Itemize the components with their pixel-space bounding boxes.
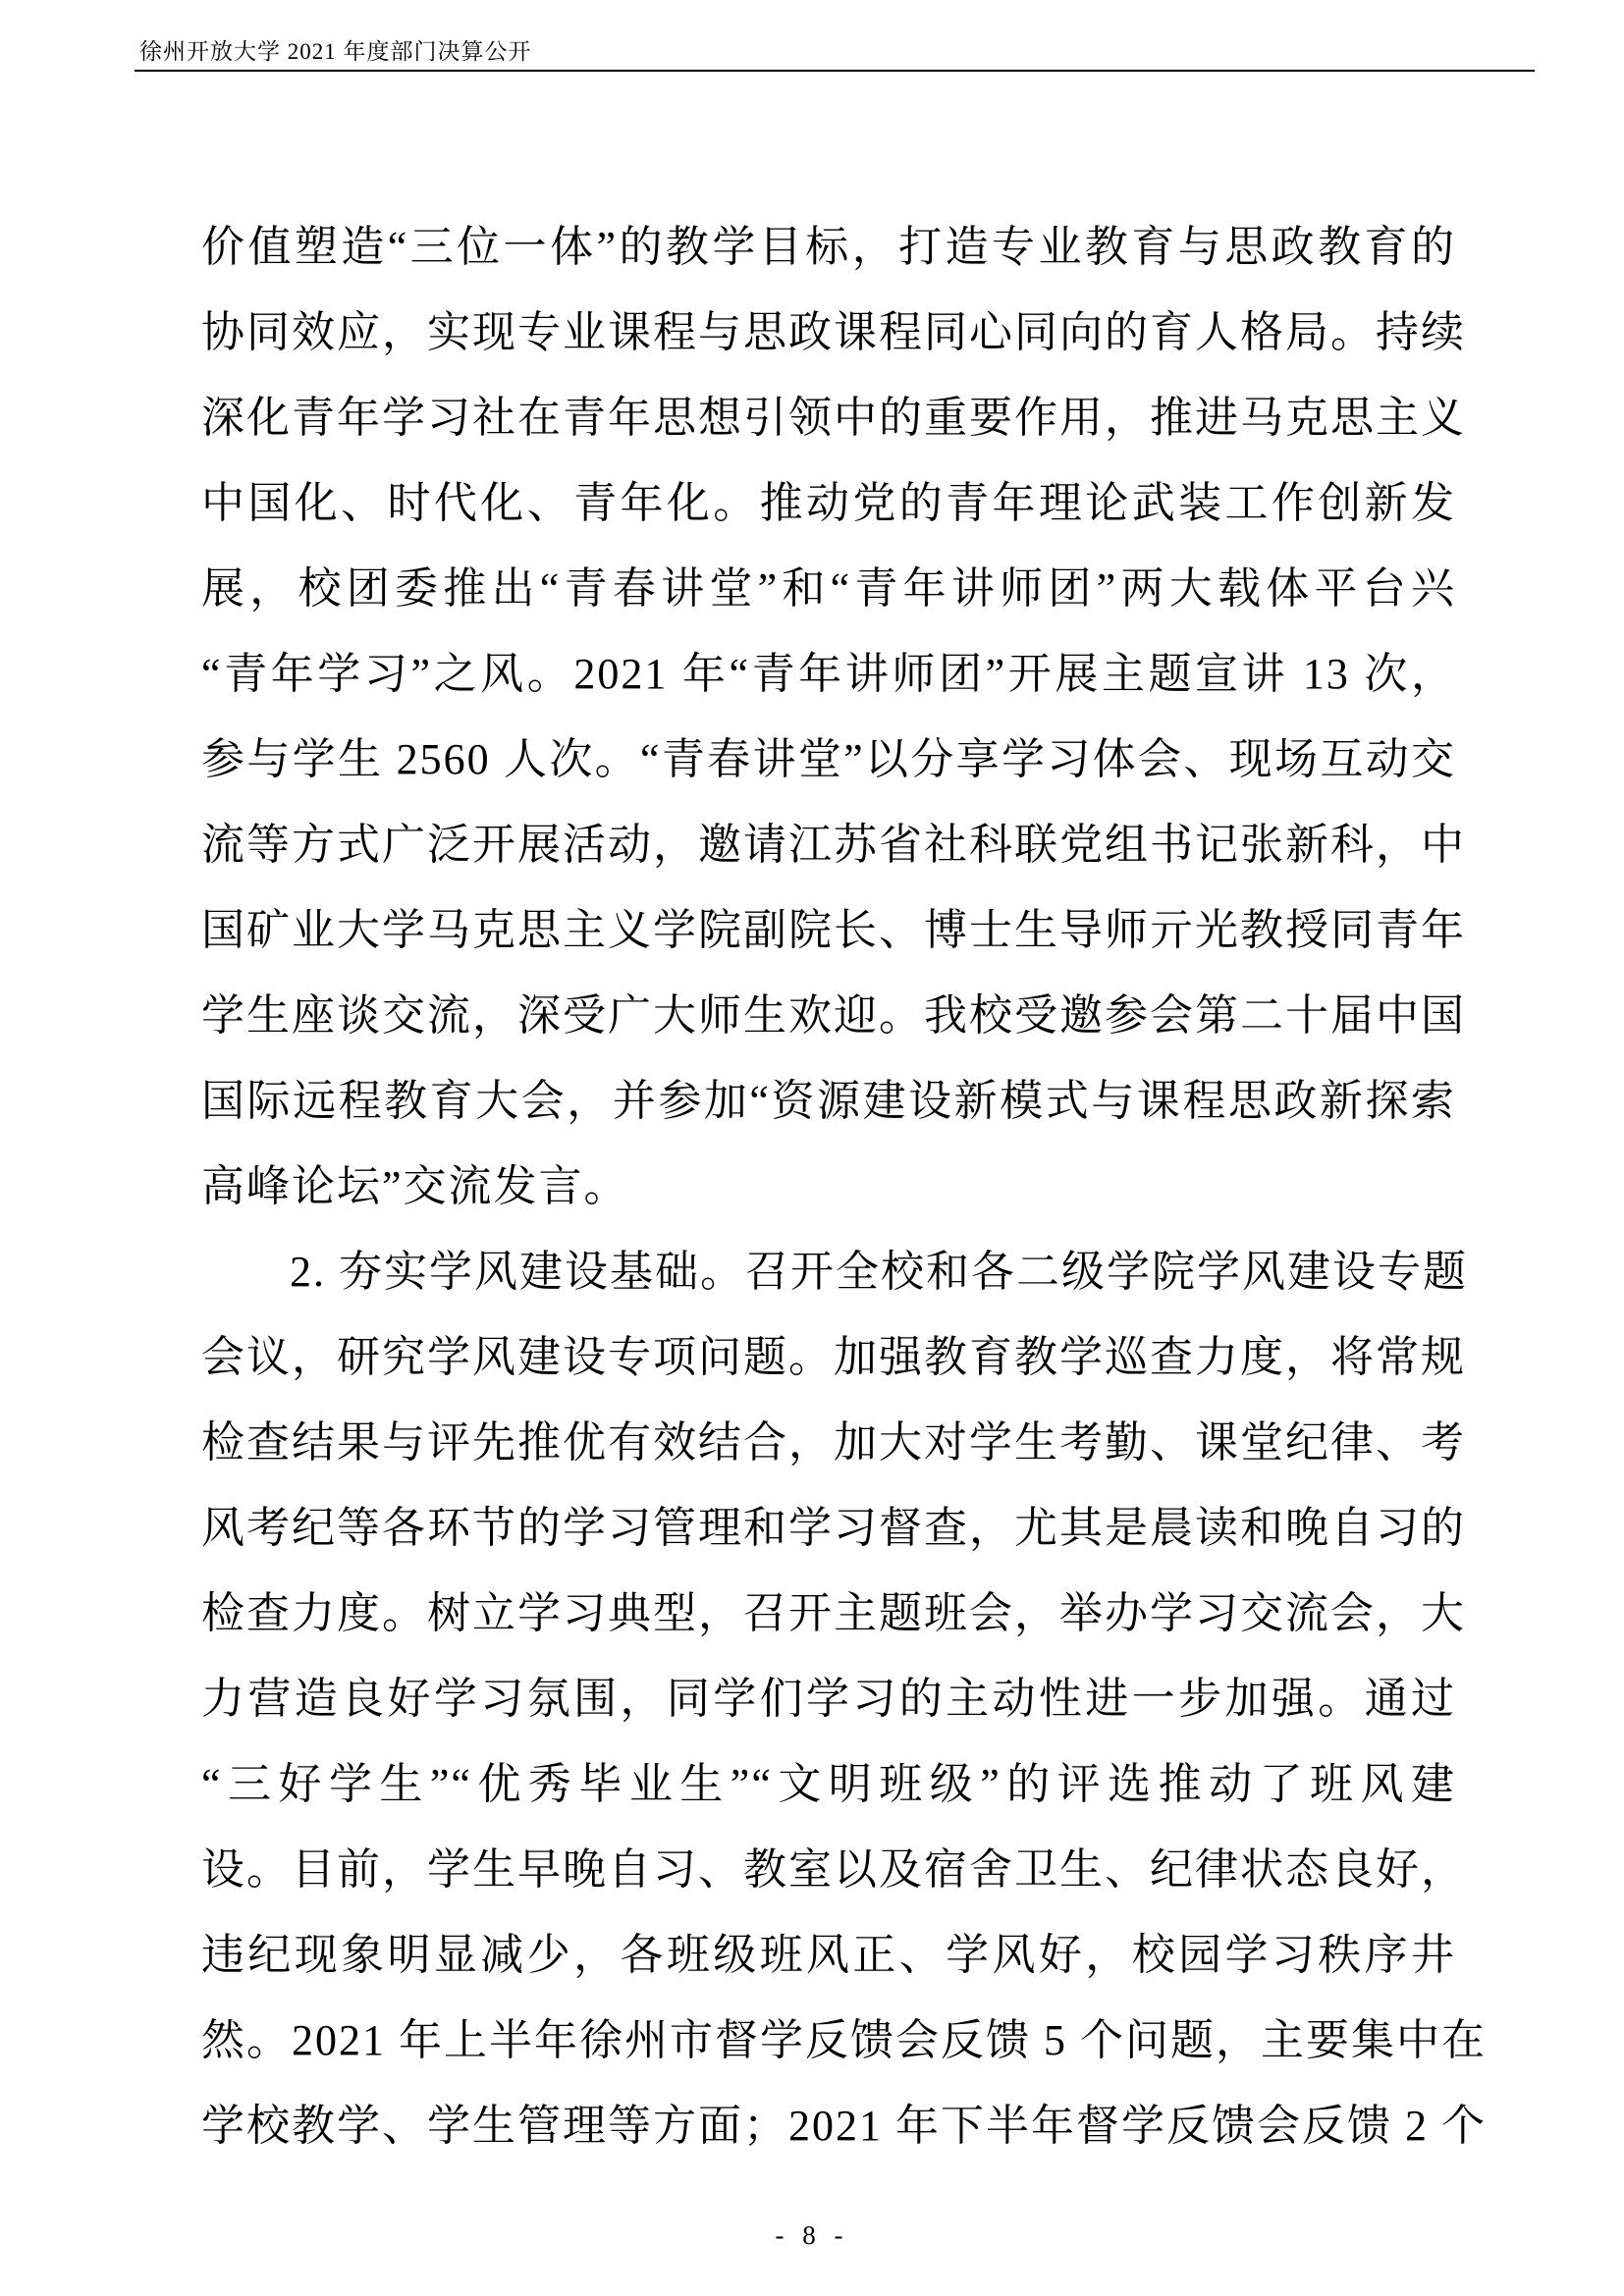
text-line: 学生座谈交流，深受广大师生欢迎。我校受邀参会第二十届中国 [201,991,1466,1040]
text-line: 高峰论坛”交流发言。 [201,1162,629,1210]
text-line: “三好学生”“优秀毕业生”“文明班级”的评选推动了班风建 [201,1760,1456,1808]
text-line: 深化青年学习社在青年思想引领中的重要作用，推进马克思主义 [201,394,1466,442]
text-line: 价值塑造“三位一体”的教学目标，打造专业教育与思政教育的 [201,223,1456,271]
text-line: “青年学习”之风。2021 年“青年讲师团”开展主题宣讲 13 次， [201,650,1456,698]
text-line: 参与学生 2560 人次。“青春讲堂”以分享学习体会、现场互动交 [201,735,1456,783]
text-line: 然。2021 年上半年徐州市督学反馈会反馈 5 个问题，主要集中在 [201,2016,1487,2064]
text-line: 学校教学、学生管理等方面；2021 年下半年督学反馈会反馈 2 个 [201,2102,1487,2150]
text-line: 国矿业大学马克思主义学院副院长、博士生导师亓光教授同青年 [201,906,1466,954]
text-line: 风考纪等各环节的学习管理和学习督查，尤其是晨读和晚自习的 [201,1504,1466,1552]
page-header-title: 徐州开放大学 2021 年度部门决算公开 [139,39,532,64]
text-line: 设。目前，学生早晚自习、教室以及宿舍卫生、纪律状态良好， [201,1845,1466,1894]
text-line: 中国化、时代化、青年化。推动党的青年理论武装工作创新发 [201,479,1456,527]
text-line: 展，校团委推出“青春讲堂”和“青年讲师团”两大载体平台兴 [201,564,1456,613]
text-line: 流等方式广泛开展活动，邀请江苏省社科联党组书记张新科，中 [201,821,1466,869]
text-line: 检查结果与评先推优有效结合，加大对学生考勤、课堂纪律、考 [201,1418,1466,1467]
text-line: 违纪现象明显减少，各班级班风正、学风好，校园学习秩序井 [201,1931,1456,1979]
text-line: 2. 夯实学风建设基础。召开全校和各二级学院学风建设专题 [290,1248,1468,1296]
text-line: 检查力度。树立学习典型，召开主题班会，举办学习交流会，大 [201,1589,1466,1637]
paragraph [201,204,1466,1229]
page-number: - 8 - [775,2220,849,2250]
text-line: 会议，研究学风建设专项问题。加强教育教学巡查力度，将常规 [201,1333,1466,1381]
text-line: 国际远程教育大会，并参加“资源建设新模式与课程思政新探索 [201,1077,1456,1125]
document-body [201,204,1487,2168]
paragraph [201,1229,1487,2168]
header-rule [135,70,1535,72]
text-line: 协同效应，实现专业课程与思政课程同心同向的育人格局。持续 [201,308,1466,356]
text-line: 力营造良好学习氛围，同学们学习的主动性进一步加强。通过 [201,1675,1456,1723]
